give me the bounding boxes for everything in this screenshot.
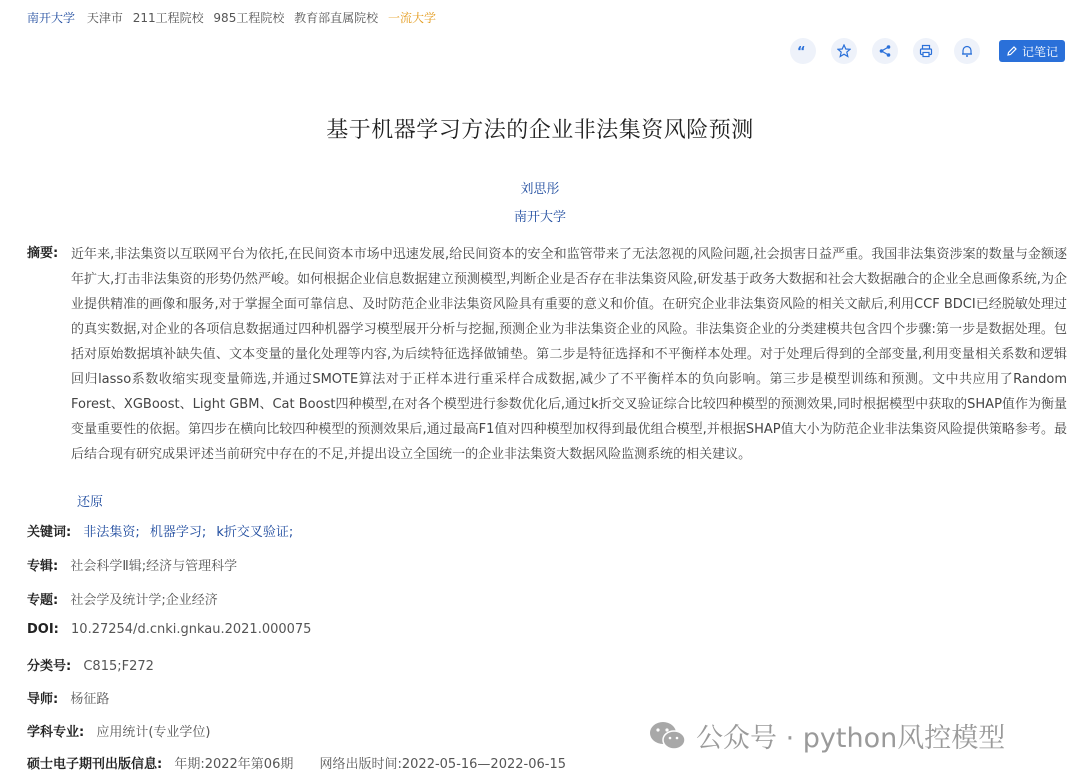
svg-text:“: “ [796,45,806,58]
tag-985: 985工程院校 [213,11,285,25]
major-label: 学科专业: [27,725,85,740]
topic-label: 专题: [27,593,59,608]
publication-year: 年期:2022年第06期 [174,757,294,772]
abstract-section [27,242,1067,467]
watermark [648,716,1005,755]
star-icon[interactable] [831,38,857,64]
publication-online-date: 网络出版时间:2022-05-16—2022-06-15 [319,757,566,772]
doi-value: 10.27254/d.cnki.gnkau.2021.000075 [71,622,312,637]
publication-row [27,753,566,772]
advisor-row [27,688,109,707]
tag-first-class: 一流大学 [388,11,437,25]
print-icon[interactable] [913,38,939,64]
bell-icon[interactable] [954,38,980,64]
series-value: 社会科学Ⅱ辑;经济与管理科学 [70,559,238,574]
school-link[interactable]: 南开大学 [27,11,76,25]
advisor-value[interactable]: 杨征路 [70,692,110,707]
advisor-label: 导师: [27,692,59,707]
major-value: 应用统计(专业学位) [96,725,211,740]
keyword-link[interactable]: 机器学习; [149,525,207,540]
take-note-button[interactable] [999,40,1065,62]
series-row [27,555,237,574]
organization-link[interactable]: 南开大学 [513,210,566,225]
take-note-label: 记笔记 [1021,44,1058,59]
paper-title: 基于机器学习方法的企业非法集资风险预测 [326,118,754,143]
series-label: 专辑: [27,559,59,574]
keyword-link[interactable]: 非法集资; [83,525,140,540]
abstract-label: 摘要: [27,246,59,261]
major-row [27,721,211,740]
watermark-text: 公众号 · python风控模型 [696,723,1006,754]
topic-row [27,589,218,608]
classification-row [27,655,154,674]
quote-icon[interactable] [790,38,816,64]
tag-location: 天津市 [86,11,123,25]
action-toolbar [775,38,1065,64]
tag-211: 211工程院校 [132,11,204,25]
institution-bar [27,9,442,26]
restore-link[interactable]: 还原 [77,495,104,510]
keywords-label: 关键词: [27,525,72,540]
pencil-icon [1006,45,1018,57]
share-icon[interactable] [872,38,898,64]
publication-label: 硕士电子期刊出版信息: [27,757,163,772]
topic-value: 社会学及统计学;企业经济 [70,593,218,608]
keywords-row [27,521,293,540]
wechat-icon [648,719,688,753]
doi-row [27,622,311,637]
classification-label: 分类号: [27,659,72,674]
keyword-link[interactable]: k折交叉验证; [216,525,294,540]
author-link[interactable]: 刘思彤 [520,182,560,197]
tag-ministry: 教育部直属院校 [294,11,379,25]
abstract-text: 近年来,非法集资以互联网平台为依托,在民间资本市场中迅速发展,给民间资本的安全和监管带来了无法忽视的风险问题,社会损害日益严重。我国非法集资涉案的数量与金额逐年扩大,打击非法集资的形势仍然严峻。如何根据企业信息数据建立预测模型,判断企业是否存在非法集资风险,研发基于政务大数据和社会大数据融合的企业全息画像系统,为企业提供精准的画像和服务,对于掌握全面可靠信息、及时防范企业非法集资风险具有重要的意义和价值。在研究企业非法集资风险的相关文献后,利用CCF BDCI已经脱敏处理过的真实数据,对企业的各项信息数据通过四种机器学习模型展开分析与挖掘,预测企业为非法集资企业的风险。非法集资企业的分类建模共包含四个步骤:第一步是数据处理。包括对原始数据填补缺失值、文本变量的量化处理等内容,为后续特征选择做铺垫。第二步是特征选择和不平衡样本处理。对于处理后得到的全部变量,利用变量相关系数和逻辑回归lasso系数收缩实现变量筛选,并通过SMOTE算法对于正样本进行重采样合成数据,减少了不平衡样本的负向影响。第三步是模型训练和预测。文中共应用了Random Forest、XGBoost、Light GBM、Cat Boost四种模型,在对各个模型进行参数优化后,通过k折交叉验证综合比较四种模型的预测效果,同时根据模型中获取的SHAP值作为衡量变量重要性的依据。第四步在横向比较四种模型的预测效果后,通过最高F1值对四种模型加权得到最优组合模型,并根据SHAP值大小为防范企业非法集资风险提供策略参考。最后结合现有研究成果评述当前研究中存在的不足,并提出设立全国统一的企业非法集资大数据风险监测系统的相关建议。 [71,247,1067,462]
doi-label: DOI: [27,622,59,637]
classification-value: C815;F272 [83,659,154,674]
